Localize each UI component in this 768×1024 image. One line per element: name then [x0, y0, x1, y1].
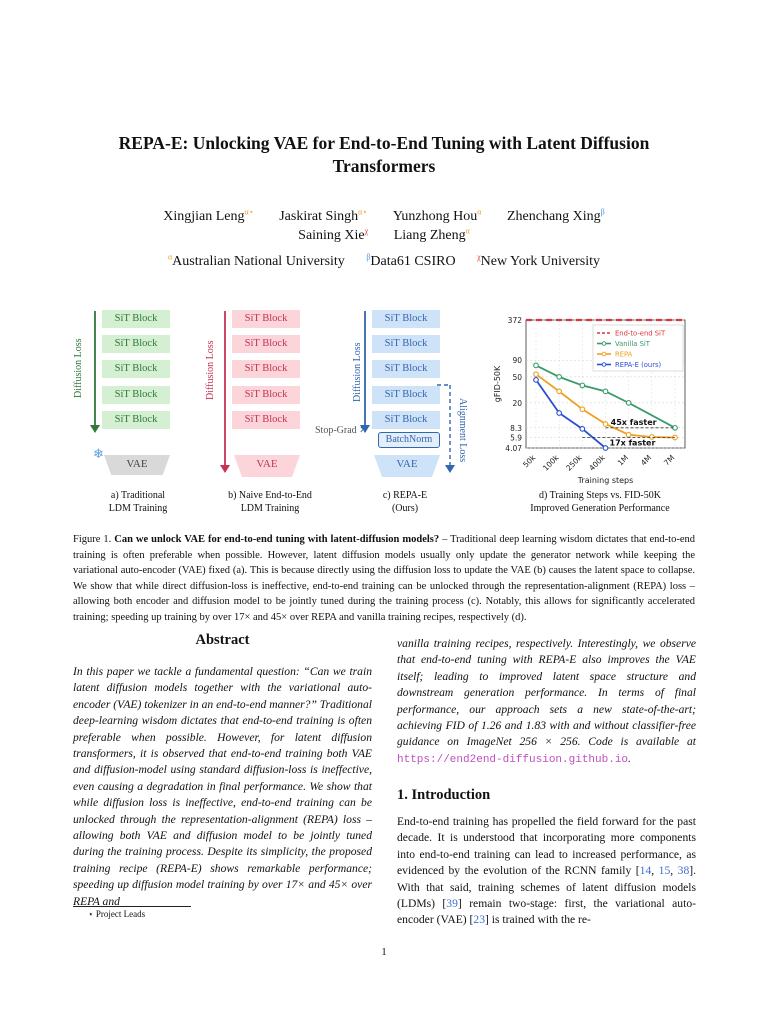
alignment-loss-label: Alignment Loss: [457, 398, 468, 463]
stop-grad-icon: ✕: [359, 425, 368, 436]
x-tick-label: 4M: [638, 453, 654, 468]
affiliation: $^\beta$Data61 CSIRO: [366, 252, 456, 269]
author: Yunzhong Hou$^\alpha$: [392, 207, 482, 224]
sit-block: SiT Block: [372, 386, 440, 404]
y-tick-label: 50: [512, 372, 522, 382]
author: Zhenchang Xing$^\beta$: [506, 207, 605, 224]
data-point: [603, 446, 608, 451]
sit-block: SiT Block: [232, 335, 300, 353]
x-axis-label: Training steps: [577, 476, 634, 485]
paper-title: REPA-E: Unlocking VAE for End-to-End Tuning with Latent Diffusion Transformers: [118, 133, 650, 176]
y-tick-label: 4.07: [505, 444, 522, 453]
data-point: [534, 378, 539, 383]
x-tick-label: 100k: [541, 453, 561, 473]
affiliation: $^\alpha$Australian National University: [167, 252, 345, 269]
stop-grad-label: Stop-Grad ✕: [315, 425, 368, 436]
data-point: [557, 389, 562, 394]
abstract-heading: Abstract: [195, 632, 250, 648]
sit-block: SiT Block: [102, 335, 170, 353]
sit-block: SiT Block: [102, 386, 170, 404]
author: Liang Zheng$^\alpha$: [393, 226, 470, 243]
batchnorm-box: BatchNorm: [378, 432, 440, 448]
data-point: [534, 363, 539, 368]
sit-block: SiT Block: [102, 411, 170, 429]
abstract-continued: vanilla training recipes, respectively. Interestingly, we observe that end-to-end tuning with REPA-E also improves the VAE itself; leading to improved latent space structure and downstream generation performance. In terms of final performance, our approach sets a new state-of-the-art; achieving FID of 1.26 and 1.83 with and without classifier-free guidance on ImageNet 256 × 256. Code is available at https://end2end-diffusion.github.io.: [397, 637, 696, 766]
y-tick-label: 90: [512, 356, 522, 366]
sit-block: SiT Block: [102, 310, 170, 328]
legend-label: End-to-end SiT: [615, 329, 666, 338]
figure-caption: Figure 1. Can we unlock VAE for end-to-end tuning with latent-diffusion models? – Traditional deep learning wisdom dictates that end-to-end training is often preferable when possible. However, latent diffusion models usually only update the generator network while keeping the variational auto-encoder (VAE) fixed (a). This is because directly using the diffusion loss to update the VAE (b) causes the latent space to collapse. We show that while direct diffusion-loss is ineffective, end-to-end training can be unlocked through the representation-alignment (REPA) loss – allowing both encoder and diffusion model to be jointly tuned during the training process (c). Notably, this allows for significantly accelerated training; speeding up training by over 17× and 45× over REPA and vanilla training recipes, respectively (d).: [73, 534, 696, 623]
affiliation: $^\chi$New York University: [477, 252, 601, 269]
y-tick-label: 8.3: [510, 423, 522, 433]
legend-marker: [602, 363, 606, 367]
x-tick-label: 400k: [587, 453, 607, 473]
legend-label: REPA: [615, 350, 633, 359]
snowflake-icon: ❄: [93, 446, 104, 461]
x-tick-label: 1M: [615, 453, 631, 468]
author: Xingjian Leng$^{\alpha⋆}$: [163, 207, 254, 224]
data-point: [580, 383, 585, 388]
data-point: [557, 375, 562, 380]
sit-block: SiT Block: [232, 386, 300, 404]
legend-label: REPA-E (ours): [615, 361, 662, 369]
y-tick-label: 372: [507, 316, 522, 325]
panel-b-caption: b) Naive End-to-End LDM Training: [228, 490, 312, 514]
sit-block: SiT Block: [102, 360, 170, 378]
x-tick-label: 250k: [564, 453, 584, 473]
data-point: [626, 432, 631, 437]
sit-block: SiT Block: [372, 411, 440, 429]
author: Saining Xie$^\chi$: [298, 226, 369, 243]
citation-link[interactable]: 39: [446, 897, 458, 911]
diffusion-loss-label-b: Diffusion Loss: [205, 340, 216, 400]
citation-link[interactable]: 14: [639, 864, 652, 878]
data-point: [557, 411, 562, 416]
panel-a-caption: a) Traditional LDM Training: [108, 490, 168, 514]
vae-label-b: VAE: [256, 458, 278, 470]
data-point: [580, 407, 585, 412]
data-point: [580, 427, 585, 432]
vae-label-c: VAE: [396, 458, 418, 470]
project-link[interactable]: https://end2end-diffusion.github.io: [397, 753, 629, 766]
sit-block: SiT Block: [232, 360, 300, 378]
data-point: [626, 401, 631, 406]
abstract-text: In this paper we tackle a fundamental question: “Can we train latent diffusion models together with the variational auto-encoder (VAE) tokenizer in an end-to-end manner?” Traditional deep-learning wisdom dictates that end-to-end training is often preferable when possible. However, for latent diffusion transformers, it is observed that end-to-end training both VAE and diffusion-model using standard diffusion-loss is ineffective, even causing a degradation in final performance. We show that while diffusion loss is ineffective, end-to-end training can be unlocked through the representation-alignment (REPA) loss – allowing both VAE and diffusion model to be jointly tuned during the training process. Despite its simplicity, the proposed training recipe (REPA-E) shows remarkable performance; speeding up diffusion model training by over 17× and 45× over REPA and: [73, 665, 372, 908]
sit-block: SiT Block: [372, 310, 440, 328]
y-axis-label: gFID-50K: [493, 365, 502, 403]
sit-block: SiT Block: [232, 411, 300, 429]
citation-link[interactable]: 15: [658, 864, 671, 878]
diffusion-loss-label-c: Diffusion Loss: [352, 342, 363, 402]
intro-text: End-to-end training has propelled the field forward for the past decade. It is understood that incorporating more components into end-to-end training can lead to increased performance, as evidenced by the evolution of the RCNN family [14, 15, 38]. With that said, training schemes of latent diffusion models (LDMs) [39] remain two-stage: first, the variational auto-encoder (VAE) [23] is trained with the re-: [397, 815, 697, 927]
data-point: [603, 389, 608, 394]
y-tick-label: 20: [512, 398, 522, 408]
legend-label: Vanilla SiT: [615, 340, 650, 348]
intro-heading: 1. Introduction: [397, 787, 491, 803]
footnote: ⋆ Project Leads: [88, 909, 146, 919]
diffusion-loss-label-a: Diffusion Loss: [73, 338, 84, 398]
legend-marker: [602, 352, 606, 356]
legend-marker: [602, 342, 606, 346]
panel-d-caption: d) Training Steps vs. FID-50K Improved Generation Performance: [530, 490, 670, 514]
fid-chart: [490, 308, 700, 488]
y-tick-label: 5.9: [510, 433, 522, 443]
sit-block: SiT Block: [372, 360, 440, 378]
citation-link[interactable]: 23: [473, 913, 485, 927]
vae-label-a: VAE: [126, 458, 148, 470]
x-tick-label: 50k: [521, 453, 538, 470]
sit-block: SiT Block: [232, 310, 300, 328]
footnote-rule: [73, 906, 191, 907]
annotation-label: 45x faster: [610, 417, 657, 427]
page-number: 1: [381, 946, 387, 958]
data-point: [603, 422, 608, 427]
data-point: [534, 372, 539, 377]
sit-block: SiT Block: [372, 335, 440, 353]
panel-c-caption: c) REPA-E (Ours): [382, 490, 428, 514]
x-tick-label: 7M: [662, 453, 677, 468]
citation-link[interactable]: 38: [677, 864, 690, 878]
author: Jaskirat Singh$^{\alpha⋆}$: [279, 207, 368, 224]
annotation-label: 17x faster: [609, 438, 656, 448]
